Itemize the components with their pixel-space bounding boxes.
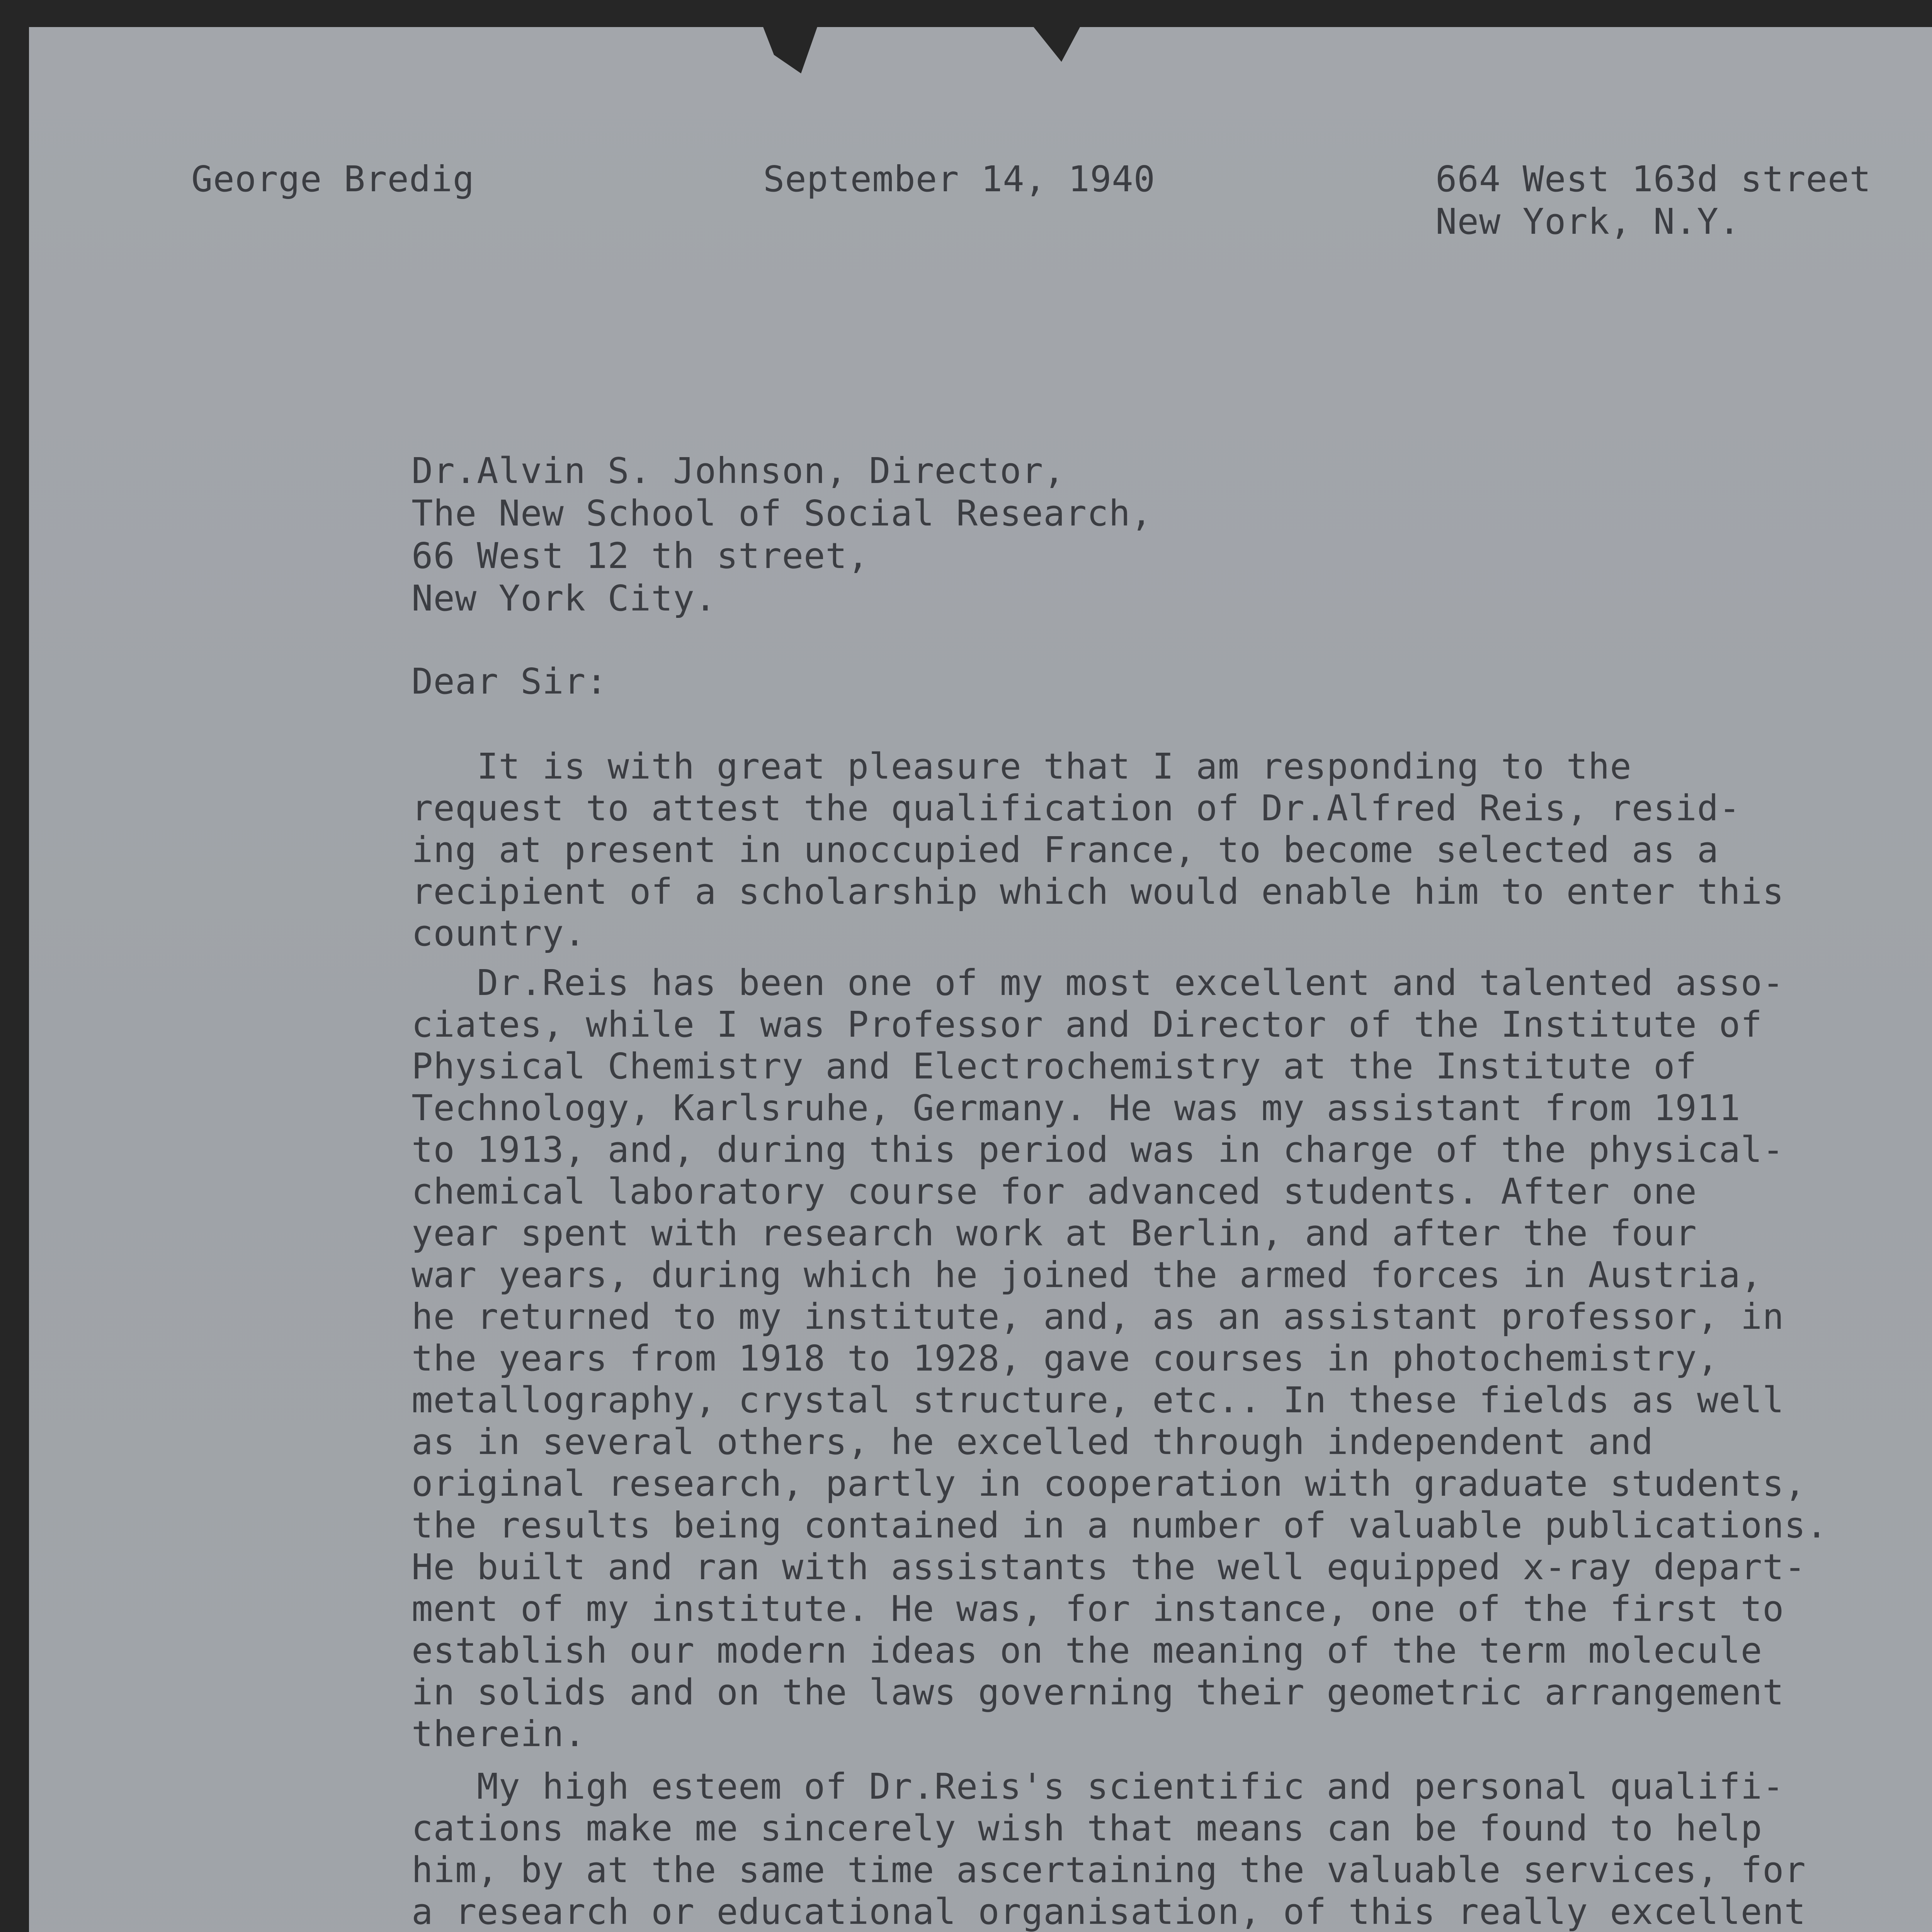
salutation: Dear Sir:	[412, 661, 608, 702]
paragraph-line: He built and ran with assistants the well equipped x-ray depart-	[412, 1546, 1806, 1588]
paragraph-line: country.	[412, 913, 586, 954]
paragraph-line: to 1913, and, during this period was in charge of the physical-	[412, 1129, 1784, 1170]
paragraph-line: a research or educational organisation, of this really excellent	[412, 1891, 1806, 1932]
sender-address-line1: 664 West 163d street	[1435, 158, 1871, 200]
paragraph-line: war years, during which he joined the armed forces in Austria,	[412, 1254, 1763, 1296]
recipient-line2: The New School of Social Research,	[412, 493, 1153, 534]
paragraph-line: the results being contained in a number of valuable publications.	[412, 1505, 1828, 1546]
paragraph-line: request to attest the qualification of Dr.Alfred Reis, resid-	[412, 787, 1741, 829]
paragraph-line: My high esteem of Dr.Reis's scientific and personal qualifi-	[412, 1766, 1784, 1807]
body-paragraph-2	[412, 962, 1828, 1755]
paragraph-line: cations make me sincerely wish that means can be found to help	[412, 1808, 1763, 1849]
paragraph-line: as in several others, he excelled through independent and	[412, 1421, 1654, 1463]
recipient-line4: New York City.	[412, 578, 717, 619]
paragraph-line: ment of my institute. He was, for instance, one of the first to	[412, 1588, 1784, 1629]
letter-page	[29, 27, 1932, 1932]
paragraph-line: chemical laboratory course for advanced students. After one	[412, 1171, 1697, 1212]
page-tear	[763, 27, 817, 73]
page-tear	[1034, 27, 1080, 62]
paragraph-line: Physical Chemistry and Electrochemistry at the Institute of	[412, 1046, 1697, 1087]
paragraph-line: Technology, Karlsruhe, Germany. He was my assistant from 1911	[412, 1087, 1741, 1129]
paragraph-line: he returned to my institute, and, as an assistant professor, in	[412, 1296, 1784, 1337]
sender-name: George Bredig	[191, 158, 475, 200]
paragraph-line: Dr.Reis has been one of my most excellent and talented asso-	[412, 962, 1784, 1003]
recipient-line3: 66 West 12 th street,	[412, 535, 869, 577]
paragraph-line: ing at present in unoccupied France, to become selected as a	[412, 829, 1719, 871]
paragraph-line: him, by at the same time ascertaining the valuable services, for	[412, 1849, 1806, 1891]
paragraph-line: recipient of a scholarship which would enable him to enter this	[412, 871, 1784, 912]
paragraph-line: the years from 1918 to 1928, gave courses in photochemistry,	[412, 1338, 1719, 1379]
paragraph-line: original research, partly in cooperation with graduate students,	[412, 1463, 1806, 1504]
paragraph-line: therein.	[412, 1713, 586, 1755]
body-paragraph-3	[412, 1766, 1806, 1932]
sender-address-line2: New York, N.Y.	[1435, 201, 1741, 242]
paragraph-line: establish our modern ideas on the meaning of the term molecule	[412, 1630, 1763, 1671]
paragraph-line: metallography, crystal structure, etc.. In these fields as well	[412, 1379, 1784, 1421]
paragraph-line: It is with great pleasure that I am responding to the	[412, 746, 1632, 787]
paragraph-line: year spent with research work at Berlin, and after the four	[412, 1213, 1697, 1254]
body-paragraph-1	[412, 746, 1784, 954]
paragraph-line: ciates, while I was Professor and Director of the Institute of	[412, 1004, 1763, 1045]
recipient-line1: Dr.Alvin S. Johnson, Director,	[412, 450, 1065, 492]
letter-date: September 14, 1940	[763, 158, 1155, 200]
paragraph-line: in solids and on the laws governing their geometric arrangement	[412, 1672, 1784, 1713]
